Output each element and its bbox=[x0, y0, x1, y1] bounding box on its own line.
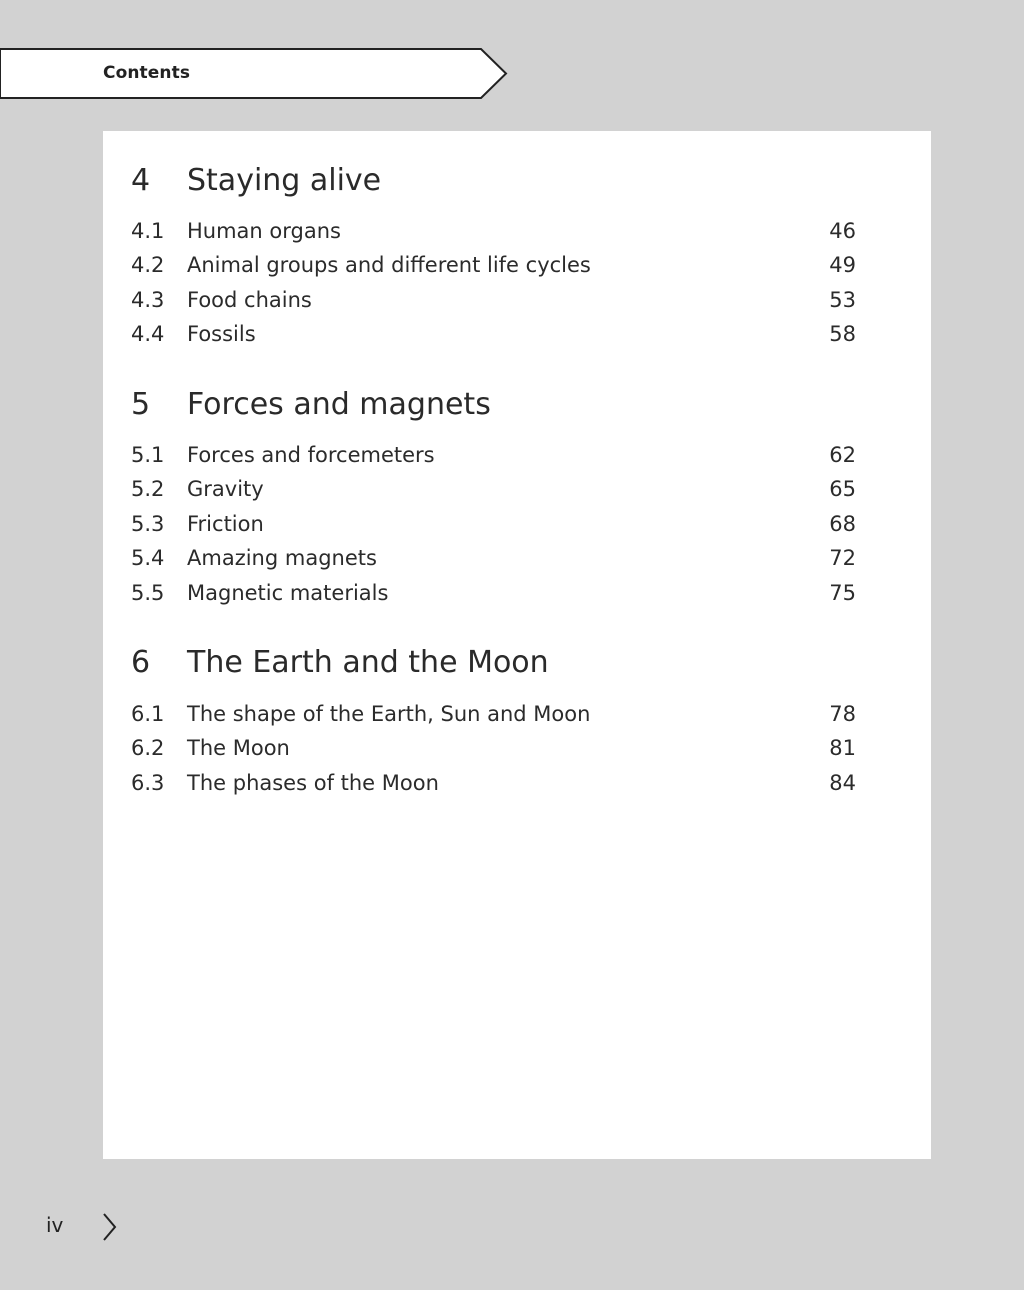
chevron-right-icon[interactable] bbox=[100, 1212, 120, 1246]
chapter-title: The Earth and the Moon bbox=[187, 645, 549, 680]
toc-entry[interactable] bbox=[103, 581, 931, 611]
section-page: 68 bbox=[829, 512, 856, 536]
section-number: 5.4 bbox=[131, 546, 165, 570]
section-title: The shape of the Earth, Sun and Moon bbox=[187, 702, 591, 726]
chapter-title: Staying alive bbox=[187, 163, 382, 198]
section-page: 65 bbox=[829, 477, 856, 501]
contents-panel bbox=[103, 131, 931, 1159]
chapter-number: 6 bbox=[131, 645, 151, 680]
section-title: Animal groups and different life cycles bbox=[187, 253, 591, 277]
section-title: Fossils bbox=[187, 322, 256, 346]
toc-entry[interactable] bbox=[103, 322, 931, 352]
section-number: 4.4 bbox=[131, 322, 165, 346]
contents-header-tab bbox=[0, 47, 510, 100]
section-number: 5.2 bbox=[131, 477, 165, 501]
section-number: 6.1 bbox=[131, 702, 165, 726]
section-number: 4.2 bbox=[131, 253, 165, 277]
section-title: The Moon bbox=[187, 736, 290, 760]
section-title: Human organs bbox=[187, 219, 341, 243]
toc-entry[interactable] bbox=[103, 477, 931, 507]
section-title: Forces and forcemeters bbox=[187, 443, 435, 467]
toc-entry[interactable] bbox=[103, 736, 931, 766]
chapter-number: 5 bbox=[131, 387, 151, 422]
toc-entry[interactable] bbox=[103, 253, 931, 283]
section-page: 58 bbox=[829, 322, 856, 346]
section-page: 81 bbox=[829, 736, 856, 760]
toc-entry[interactable] bbox=[103, 771, 931, 801]
section-title: Gravity bbox=[187, 477, 264, 501]
section-number: 4.1 bbox=[131, 219, 165, 243]
toc-entry[interactable] bbox=[103, 219, 931, 249]
header-tab-shape bbox=[0, 47, 510, 100]
section-page: 49 bbox=[829, 253, 856, 277]
section-title: The phases of the Moon bbox=[187, 771, 439, 795]
toc-entry[interactable] bbox=[103, 702, 931, 732]
chapter-number: 4 bbox=[131, 163, 151, 198]
section-page: 75 bbox=[829, 581, 856, 605]
section-title: Friction bbox=[187, 512, 264, 536]
contents-title: Contents bbox=[103, 63, 191, 83]
section-title: Magnetic materials bbox=[187, 581, 389, 605]
toc-entry[interactable] bbox=[103, 443, 931, 473]
toc-entry[interactable] bbox=[103, 546, 931, 576]
section-title: Amazing magnets bbox=[187, 546, 377, 570]
chapter-title: Forces and magnets bbox=[187, 387, 491, 422]
section-page: 84 bbox=[829, 771, 856, 795]
section-page: 53 bbox=[829, 288, 856, 312]
section-number: 5.1 bbox=[131, 443, 165, 467]
section-page: 78 bbox=[829, 702, 856, 726]
section-page: 46 bbox=[829, 219, 856, 243]
section-number: 6.3 bbox=[131, 771, 165, 795]
section-page: 72 bbox=[829, 546, 856, 570]
section-title: Food chains bbox=[187, 288, 312, 312]
toc-entry[interactable] bbox=[103, 512, 931, 542]
section-page: 62 bbox=[829, 443, 856, 467]
section-number: 4.3 bbox=[131, 288, 165, 312]
section-number: 6.2 bbox=[131, 736, 165, 760]
section-number: 5.5 bbox=[131, 581, 165, 605]
toc-entry[interactable] bbox=[103, 288, 931, 318]
section-number: 5.3 bbox=[131, 512, 165, 536]
page-number: iv bbox=[46, 1213, 64, 1237]
chevron-right-icon-shape bbox=[100, 1212, 120, 1242]
